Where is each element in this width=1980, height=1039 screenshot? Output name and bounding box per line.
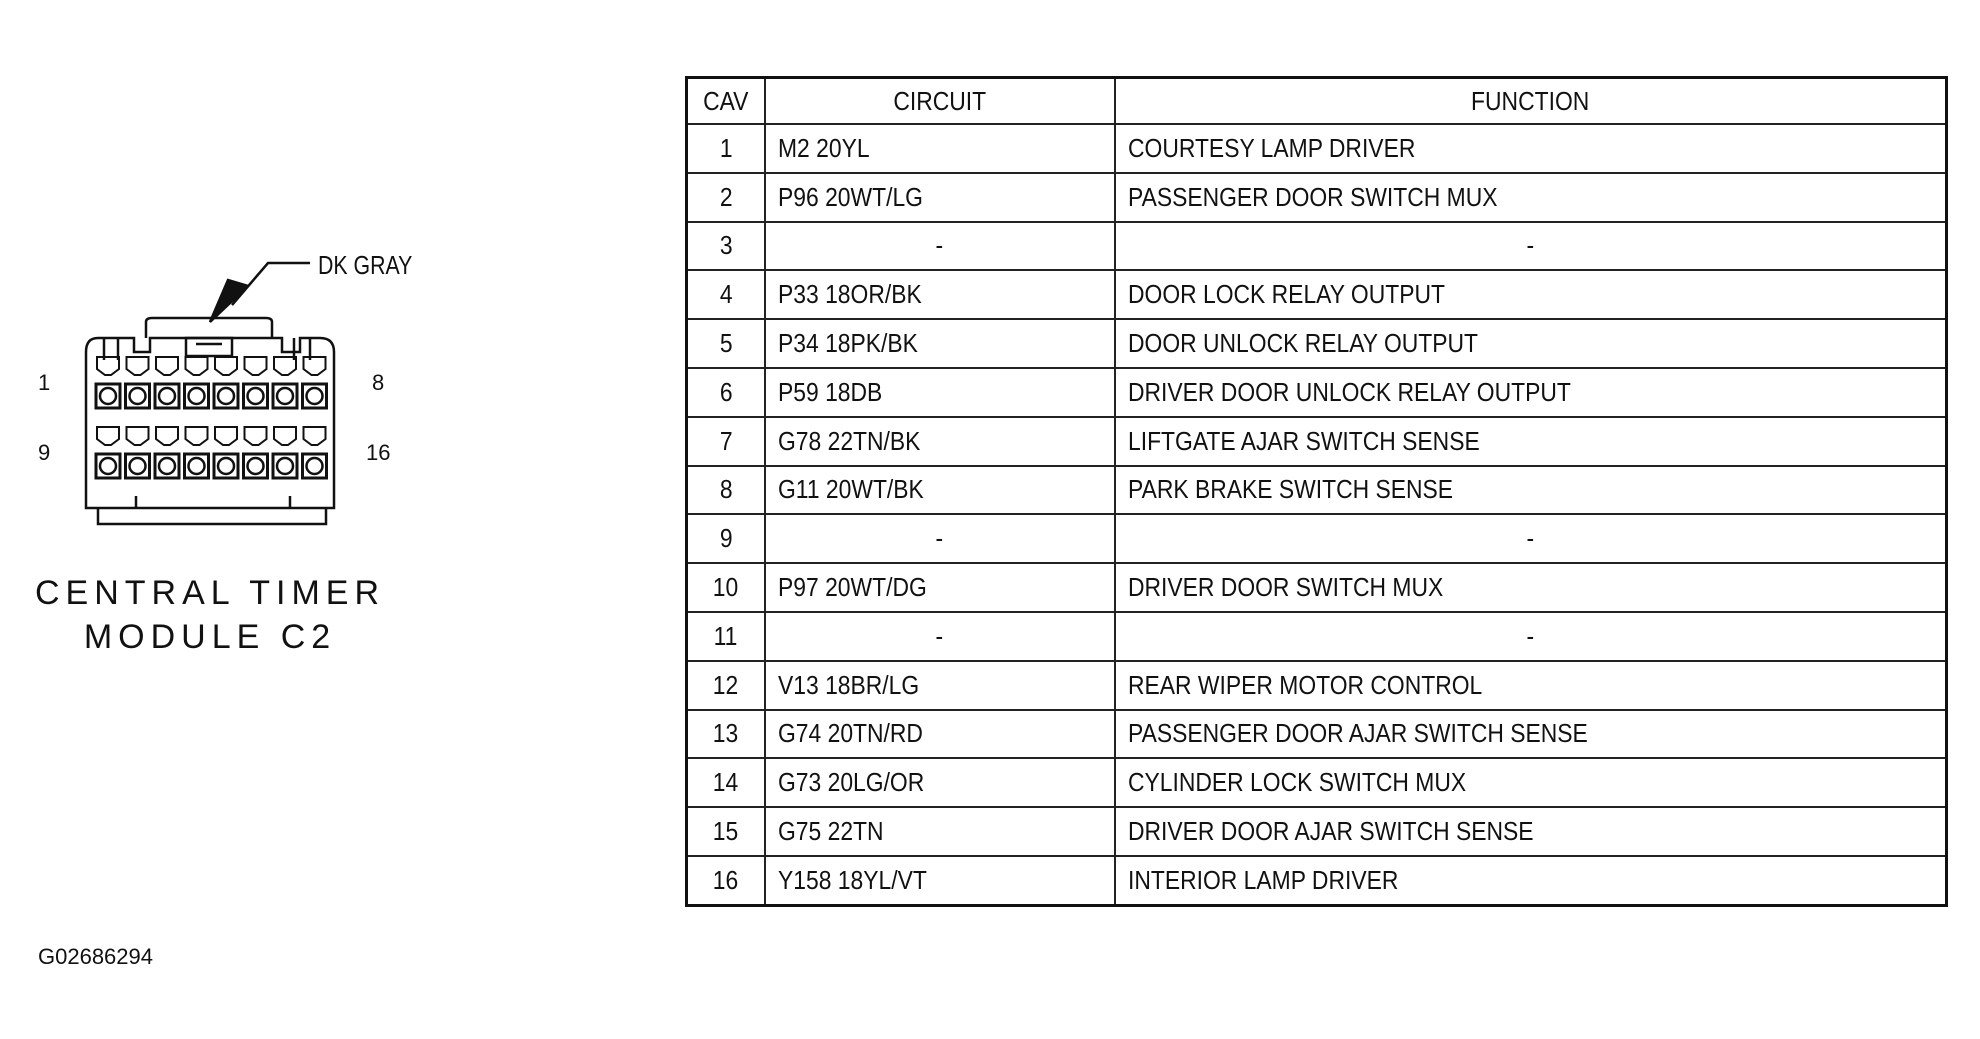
table-row [687, 661, 1947, 710]
pin-terminal [215, 357, 237, 375]
pin-terminal [274, 427, 296, 445]
circuit-cell: M2 20YL [765, 124, 1115, 173]
table-row [687, 514, 1947, 563]
pin-socket-hole [218, 388, 234, 404]
circuit-cell: P96 20WT/LG [765, 173, 1115, 222]
circuit-cell: P97 20WT/DG [765, 563, 1115, 612]
header-circuit: CIRCUIT [765, 78, 1115, 125]
cav-cell: 10 [687, 563, 765, 612]
pin-socket-hole [130, 458, 146, 474]
callout-arrow [210, 280, 248, 322]
table-row [687, 173, 1947, 222]
connector-bottom-rail [98, 508, 326, 524]
circuit-cell: - [765, 222, 1115, 271]
function-cell: REAR WIPER MOTOR CONTROL [1115, 661, 1947, 710]
cav-cell: 11 [687, 612, 765, 661]
connector-title-line-1: CENTRAL TIMER [34, 574, 386, 612]
table-row [687, 563, 1947, 612]
pin-socket-hole [277, 458, 293, 474]
circuit-cell: V13 18BR/LG [765, 661, 1115, 710]
function-cell: LIFTGATE AJAR SWITCH SENSE [1115, 417, 1947, 466]
table-row [687, 270, 1947, 319]
pin-socket-hole [159, 458, 175, 474]
pin-terminal [97, 357, 119, 375]
function-cell: PASSENGER DOOR SWITCH MUX [1115, 173, 1947, 222]
pin-socket-hole [100, 458, 116, 474]
circuit-cell: G78 22TN/BK [765, 417, 1115, 466]
circuit-cell: - [765, 612, 1115, 661]
circuit-cell: - [765, 514, 1115, 563]
function-cell: - [1115, 222, 1947, 271]
function-cell: DOOR UNLOCK RELAY OUTPUT [1115, 319, 1947, 368]
circuit-cell: Y158 18YL/VT [765, 856, 1115, 905]
table-row [687, 710, 1947, 759]
table-header-row [687, 78, 1947, 125]
cav-cell: 2 [687, 173, 765, 222]
pin-terminal [274, 357, 296, 375]
table-row [687, 612, 1947, 661]
function-cell: PASSENGER DOOR AJAR SWITCH SENSE [1115, 710, 1947, 759]
function-cell: DRIVER DOOR AJAR SWITCH SENSE [1115, 807, 1947, 856]
pin-terminal [186, 427, 208, 445]
pin-terminal [215, 427, 237, 445]
pin-label-top-right: 8 [372, 370, 385, 395]
function-cell: - [1115, 514, 1947, 563]
circuit-cell: G74 20TN/RD [765, 710, 1115, 759]
circuit-cell: G11 20WT/BK [765, 466, 1115, 515]
function-cell: DRIVER DOOR UNLOCK RELAY OUTPUT [1115, 368, 1947, 417]
pin-terminal [127, 357, 149, 375]
pin-terminal [304, 427, 326, 445]
pin-terminal [127, 427, 149, 445]
header-function: FUNCTION [1115, 78, 1947, 125]
figure-id: G02686294 [38, 944, 153, 969]
pin-label-bottom-left: 9 [38, 440, 51, 465]
cav-cell: 4 [687, 270, 765, 319]
pin-socket-hole [248, 458, 264, 474]
header-cav: CAV [687, 78, 765, 125]
cav-cell: 8 [687, 466, 765, 515]
pin-terminal [156, 427, 178, 445]
circuit-cell: G73 20LG/OR [765, 758, 1115, 807]
circuit-cell: P34 18PK/BK [765, 319, 1115, 368]
pin-socket-hole [307, 458, 323, 474]
cav-cell: 6 [687, 368, 765, 417]
pin-terminal [186, 357, 208, 375]
pin-socket-hole [130, 388, 146, 404]
table-row [687, 124, 1947, 173]
pin-terminal [156, 357, 178, 375]
cav-cell: 3 [687, 222, 765, 271]
pin-socket-hole [248, 388, 264, 404]
cav-cell: 12 [687, 661, 765, 710]
function-cell: CYLINDER LOCK SWITCH MUX [1115, 758, 1947, 807]
cav-cell: 16 [687, 856, 765, 905]
table-row [687, 466, 1947, 515]
cav-cell: 5 [687, 319, 765, 368]
function-cell: - [1115, 612, 1947, 661]
table-row [687, 807, 1947, 856]
table-row [687, 319, 1947, 368]
pin-socket-hole [189, 388, 205, 404]
table-row [687, 856, 1947, 905]
function-cell: DOOR LOCK RELAY OUTPUT [1115, 270, 1947, 319]
function-cell: PARK BRAKE SWITCH SENSE [1115, 466, 1947, 515]
function-cell: DRIVER DOOR SWITCH MUX [1115, 563, 1947, 612]
pin-socket-hole [307, 388, 323, 404]
circuit-cell: G75 22TN [765, 807, 1115, 856]
pinout-table [685, 76, 1948, 907]
pin-terminal [304, 357, 326, 375]
connector-color-label: DK GRAY [318, 250, 413, 280]
circuit-cell: P33 18OR/BK [765, 270, 1115, 319]
connector-title-line-2: MODULE C2 [83, 618, 337, 656]
table-row [687, 758, 1947, 807]
table-row [687, 417, 1947, 466]
connector-latch [186, 338, 232, 356]
pin-terminal [245, 427, 267, 445]
pin-label-bottom-right: 16 [366, 440, 391, 465]
cav-cell: 15 [687, 807, 765, 856]
pin-socket-hole [277, 388, 293, 404]
cav-cell: 14 [687, 758, 765, 807]
table-row [687, 222, 1947, 271]
pin-socket-hole [189, 458, 205, 474]
cav-cell: 13 [687, 710, 765, 759]
pin-grid [96, 357, 327, 478]
function-cell: INTERIOR LAMP DRIVER [1115, 856, 1947, 905]
cav-cell: 7 [687, 417, 765, 466]
table-row [687, 368, 1947, 417]
connector-lock-tab [146, 318, 272, 338]
pin-terminal [245, 357, 267, 375]
pin-terminal [97, 427, 119, 445]
cav-cell: 1 [687, 124, 765, 173]
cav-cell: 9 [687, 514, 765, 563]
function-cell: COURTESY LAMP DRIVER [1115, 124, 1947, 173]
pin-socket-hole [159, 388, 175, 404]
circuit-cell: P59 18DB [765, 368, 1115, 417]
pin-label-top-left: 1 [38, 370, 51, 395]
pin-socket-hole [100, 388, 116, 404]
pinout-table-body [687, 124, 1947, 905]
pin-socket-hole [218, 458, 234, 474]
